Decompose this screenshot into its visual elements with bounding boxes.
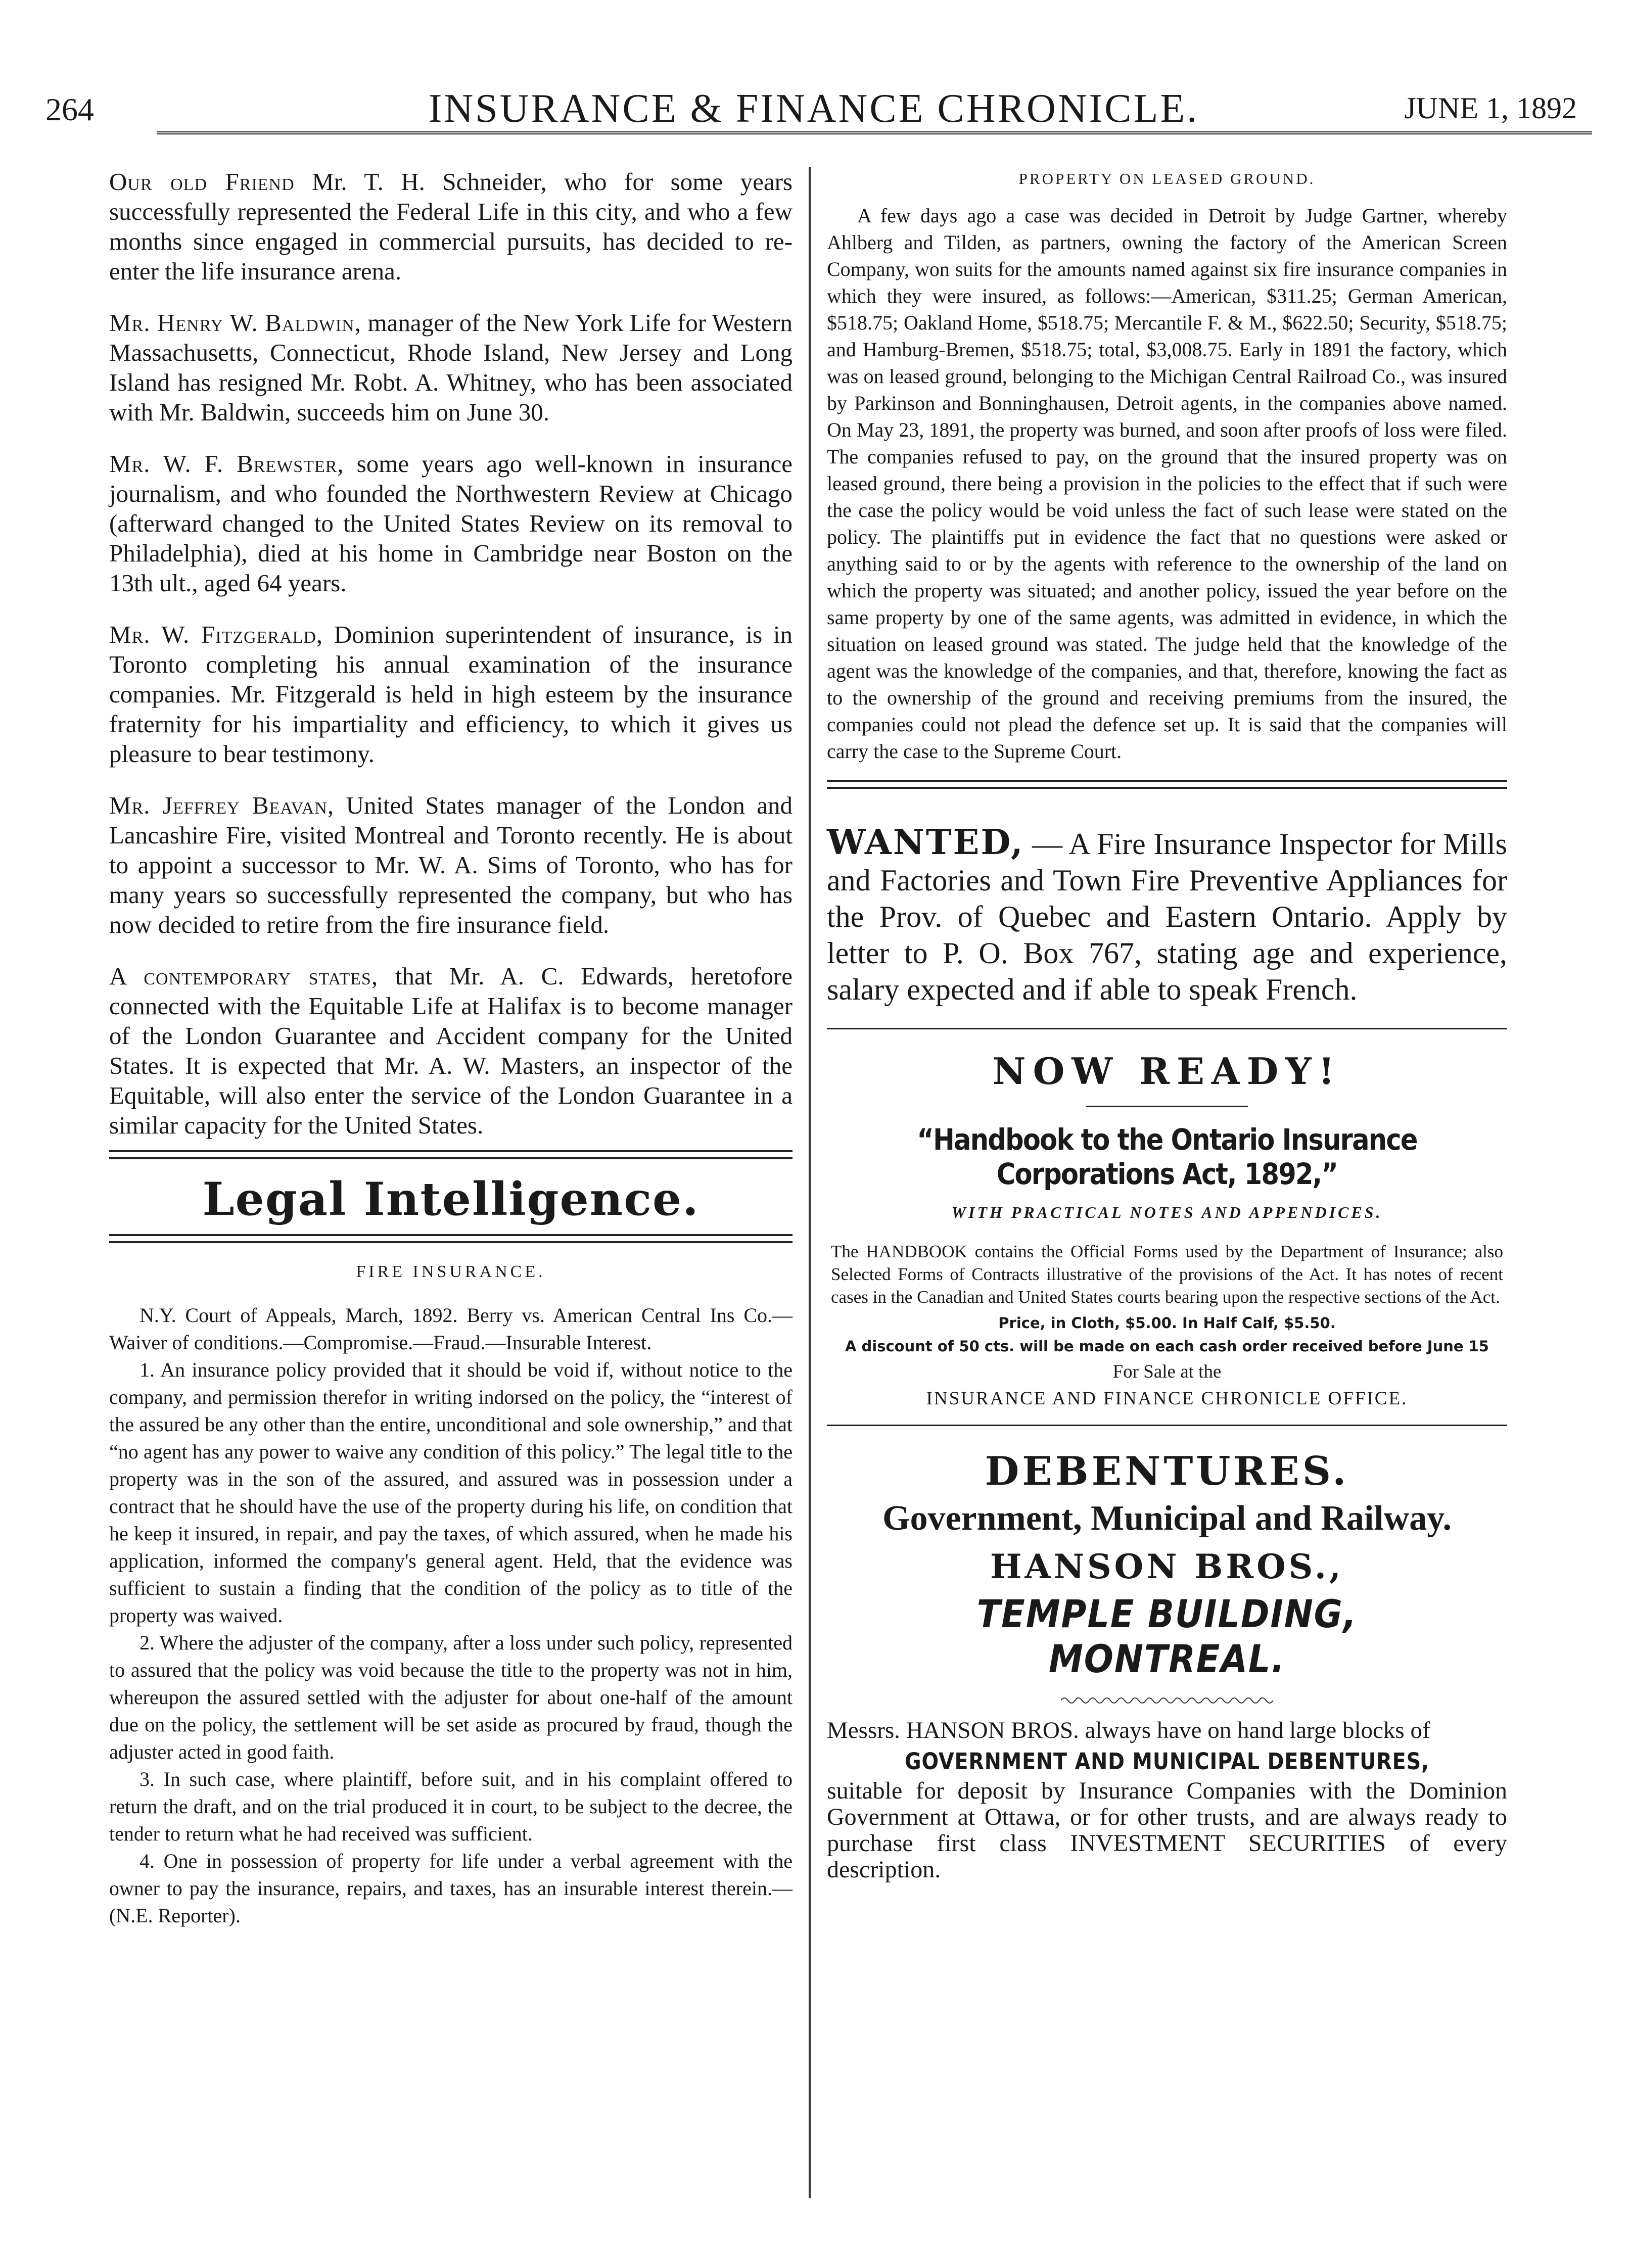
item-text: that Mr. A. C. Edwards, heretofore connected with the Equitable Life at Halifax is to become manager of the London Guarantee and Accident company for the United States. It is expected that Mr. A. W. Masters, an inspector of the Equitable, will also enter the service of the London Guarantee in a similar capacity for the United States. (109, 962, 793, 1139)
debentures-emphasis: GOVERNMENT AND MUNICIPAL DEBENTURES, (905, 1748, 1429, 1775)
legal-paragraph: 2. Where the adjuster of the company, after a loss under such policy, represented to assured that the policy was void because the title to the property was not in him, whereupon the assured settled with the adjuster for about one-half of the amount due on the policy, the settlement will be set aside as procured by fraud, though the adjuster acted in good faith. (109, 1631, 793, 1763)
wanted-heading: WANTED, (827, 822, 1024, 863)
price-line: Price, in Cloth, $5.00. In Half Calf, $5.50. (998, 1314, 1336, 1332)
handbook-description: The HANDBOOK contains the Official Forms used by the Department of Insurance; also Selected Forms of Contracts illustrative of the provisions of the Act. It has notes of recent cases in the Canadian and United States courts bearing upon the respective sections of the Act. (831, 1242, 1503, 1307)
item-lead: Mr. W. Fitzgerald, (109, 621, 323, 648)
item-lead: A contemporary states, (109, 962, 379, 990)
article-body: A few days ago a case was decided in Detroit by Judge Gartner, whereby Ahlberg and Tilden, as partners, owning the factory of the American Screen Company, won suits for the amounts named against six fire insurance companies in which they were insured, as follows:—American, $311.25; German American, $518.75; Oakland Home, $518.75; Mercantile F. & M., $622.50; Security, $518.75; and Hamburg-Bremen, $518.75; total, $3,008.75. Early in 1891 the factory, which was on leased ground, belonging to the Michigan Central Railroad Co., was insured by Parkinson and Bonninghausen, Detroit agents, in the companies above named. On May 23, 1891, the property was burned, and soon after proofs of loss were filed. The companies refused to pay, on the ground that the insured property was on leased ground, there being a provision in the policies to the effect that if such were the case the policy would be void unless the fact of such lease were stated on the policy. The plaintiffs put in evidence the fact that no questions were asked or anything said to or by the agents with reference to the ownership of the land on which the property was situated; and another policy, issued the year before on the same property by one of the same agents, was admitted in evidence, in which the situation on leased ground was stated. The judge held that the knowledge of the agent was the knowledge of the companies, and that, therefore, knowing the fact as to the ownership of the ground and receiving premiums from the insured, the companies could not plead the defence set up. It is said that the companies will carry the case to the Supreme Court. (827, 204, 1507, 763)
now-ready-heading: NOW READY! (992, 1050, 1342, 1093)
legal-paragraph: 1. An insurance policy provided that it should be void if, without notice to the company, and permission therefor in writing indorsed on the policy, the “interest of the assured be any other than the entire, unconditional and sole ownership,” and that “no agent has any power to waive any condition of this policy.” The legal title to the property was in the son of the assured, and assured was in possession under a contract that he should have the use of the property during his life, on condition that he keep it insured, in repair, and pay the taxes, of which assured, when he made his application, informed the company's general agent. Held, that the evidence was sufficient to sustain a finding that the condition of the policy as to title of the property was waived. (109, 1358, 793, 1627)
item-text: Dominion superintendent of insurance, is in Toronto completing his annual examination of the insurance companies. Mr. Fitzgerald is held in high esteem by the insurance fraternity for his impartiality and efficiency, to which it gives us pleasure to bear testimony. (109, 621, 793, 768)
debentures-text-continued: suitable for deposit by Insurance Companies with the Dominion Government at Ottawa, or for other trusts, and are always ready to purchase first class INVESTMENT SECURITIES of every description. (827, 1777, 1507, 1883)
news-item (109, 449, 793, 598)
debentures-text: Messrs. HANSON BROS. always have on hand large blocks of (827, 1717, 1430, 1743)
left-column (109, 167, 793, 1929)
office-line: INSURANCE AND FINANCE CHRONICLE OFFICE. (926, 1388, 1408, 1409)
for-sale-line: For Sale at the (1112, 1361, 1222, 1382)
item-text: some years ago well-known in insurance journalism, and who founded the Northwestern Review at Chicago (afterward changed to the United States Review on its removal to Philadelphia), died at his home in Cambridge near Boston on the 13th ult., aged 64 years. (109, 450, 793, 597)
news-item (109, 961, 793, 1140)
item-text: manager of the New York Life for Western Massachusetts, Connecticut, Rhode Island, New Jersey and Long Island has resigned Mr. Robt. A. Whitney, who has been associated with Mr. Baldwin, succeeds him on June 30. (109, 309, 793, 426)
right-column (827, 167, 1507, 1883)
firm-address: TEMPLE BUILDING, MONTREAL. (976, 1591, 1358, 1681)
case-citation: N.Y. Court of Appeals, March, 1892. Berry vs. American Central Ins Co.—Waiver of conditions.—Compromise.—Fraud.—Insurable Interest. (109, 1304, 793, 1354)
news-item (109, 790, 793, 939)
legal-paragraph: 4. One in possession of property for life under a verbal agreement with the owner to pay the insurance, repairs, and taxes, has an insurable interest therein.—(N.E. Reporter). (109, 1850, 793, 1927)
news-item (109, 167, 793, 286)
item-lead: Our old Friend (109, 168, 295, 196)
item-text: Mr. T. H. Schneider, who for some years successfully represented the Federal Life in this city, and who a few months since engaged in commercial pursuits, has decided to re-enter the life insurance arena. (109, 168, 793, 285)
column-separator (809, 167, 811, 2198)
header-rule (157, 131, 1592, 134)
news-item (109, 308, 793, 427)
wanted-advertisement (827, 824, 1507, 1008)
news-item (109, 620, 793, 769)
wanted-text: — A Fire Insurance Inspector for Mills and Factories and Town Fire Preventive Appliances for the Prov. of Quebec and Eastern Ontario. Apply by letter to P. O. Box 767, stating age and experience, salary expected and if able to speak French. (827, 827, 1507, 1006)
section-rule (827, 780, 1507, 789)
legal-paragraph: 3. In such case, where plaintiff, before suit, and in his complaint offered to return the draft, and on the trial produced it in court, to be subject to the decree, the tender to return what he had received was sufficient. (109, 1768, 793, 1845)
debentures-heading: DEBENTURES. (985, 1448, 1349, 1494)
item-text: United States manager of the London and Lancashire Fire, visited Montreal and Toronto recently. He is about to appoint a successor to Mr. W. A. Sims of Toronto, who has for many years so successfully represented the company, but who has now decided to retire from the fire insurance field. (109, 791, 793, 938)
debentures-subheading: Government, Municipal and Railway. (882, 1499, 1452, 1538)
handbook-subtitle: WITH PRACTICAL NOTES AND APPENDICES. (951, 1203, 1383, 1221)
section-rule (109, 1150, 793, 1159)
section-rule (827, 1028, 1507, 1029)
item-lead: Mr. Jeffrey Beavan, (109, 791, 335, 819)
publication-title: INSURANCE & FINANCE CHRONICLE. (428, 86, 1199, 131)
short-rule (1086, 1106, 1248, 1107)
section-title-legal-intelligence: Legal Intelligence. (202, 1172, 700, 1226)
section-rule (827, 1425, 1507, 1426)
section-rule (109, 1234, 793, 1243)
handbook-title: “Handbook to the Ontario Insurance Corporations Act, 1892,” (917, 1122, 1417, 1191)
discount-line: A discount of 50 cts. will be made on each cash order received before June 15 (845, 1338, 1489, 1355)
item-lead: Mr. Henry W. Baldwin, (109, 309, 361, 337)
issue-date: JUNE 1, 1892 (1404, 91, 1577, 125)
article-heading: PROPERTY ON LEASED GROUND. (1018, 170, 1316, 187)
page-number: 264 (45, 91, 94, 127)
subsection-heading: FIRE INSURANCE. (356, 1262, 546, 1281)
ornament-squiggle (1061, 1695, 1273, 1706)
firm-name: HANSON BROS., (990, 1547, 1344, 1586)
page-header (35, 81, 1592, 157)
item-lead: Mr. W. F. Brewster, (109, 450, 344, 478)
legal-text (109, 1302, 793, 1929)
